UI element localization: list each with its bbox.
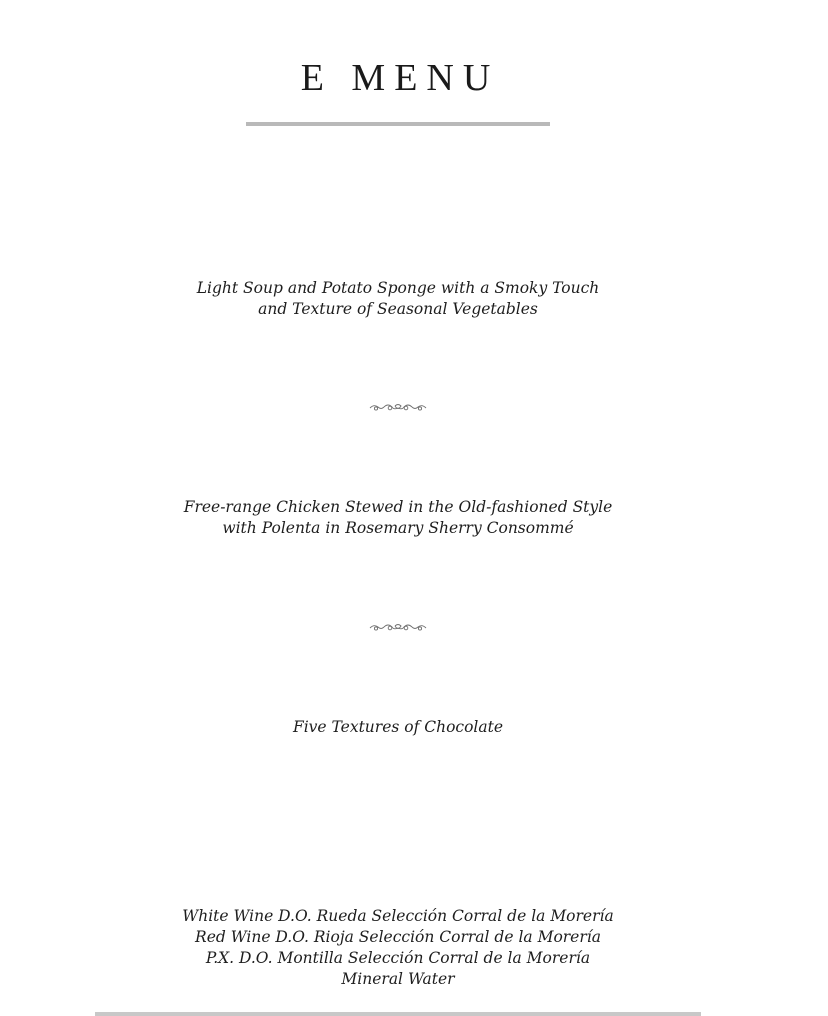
drink-item: White Wine D.O. Rueda Selección Corral de la Morería <box>182 907 614 925</box>
menu-title: E MENU <box>300 57 500 99</box>
drink-item: Mineral Water <box>341 970 455 988</box>
ornamental-flourish-icon <box>368 622 428 634</box>
bottom-rule <box>95 1012 701 1016</box>
course-line: and Texture of Seasonal Vegetables <box>258 300 538 318</box>
course-line: Five Textures of Chocolate <box>292 718 504 736</box>
ornamental-flourish-icon <box>368 402 428 414</box>
drinks-list <box>0 906 796 990</box>
course-line: Light Soup and Potato Sponge with a Smoky Touch <box>196 279 600 297</box>
starter-course <box>0 278 796 320</box>
drink-item: Red Wine D.O. Rioja Selección Corral de la Morería <box>195 928 601 946</box>
drink-item: P.X. D.O. Montilla Selección Corral de la Morería <box>205 949 591 967</box>
dessert-course <box>0 717 796 738</box>
course-line: with Polenta in Rosemary Sherry Consommé <box>222 519 574 537</box>
title-underline <box>246 122 550 126</box>
main-course <box>0 497 796 539</box>
course-line: Free-range Chicken Stewed in the Old-fashioned Style <box>183 498 613 516</box>
